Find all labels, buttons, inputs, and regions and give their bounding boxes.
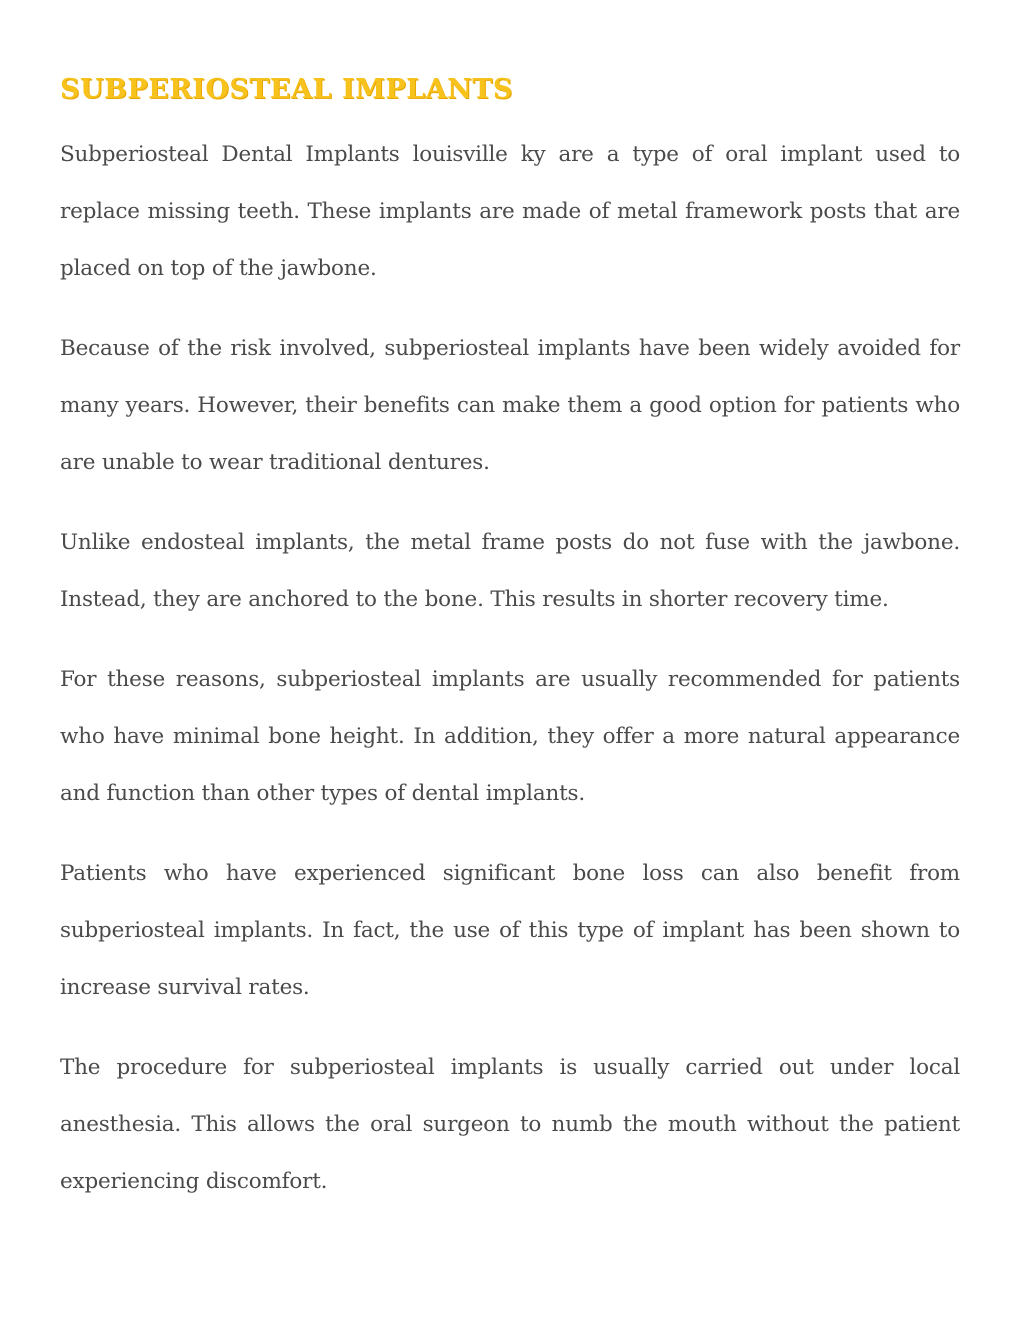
paragraph-3: Unlike endosteal implants, the metal frame posts do not fuse with the jawbone. Instead, they are anchored to the bone. This results in shorter recovery time. xyxy=(60,530,960,612)
document-title: SUBPERIOSTEAL IMPLANTS xyxy=(60,74,513,105)
paragraph-1: Subperiosteal Dental Implants louisville ky are a type of oral implant used to replace missing teeth. These implants are made of metal framework posts that are placed on top of the jawbone. xyxy=(60,142,960,281)
paragraph-4: For these reasons, subperiosteal implants are usually recommended for patients who have minimal bone height. In addition, they offer a more natural appearance and function than other types of dental implants. xyxy=(60,667,960,806)
paragraph-5: Patients who have experienced significant bone loss can also benefit from subperiosteal implants. In fact, the use of this type of implant has been shown to increase survival rates. xyxy=(60,861,960,1000)
paragraph-2: Because of the risk involved, subperiosteal implants have been widely avoided for many years. However, their benefits can make them a good option for patients who are unable to wear traditional dentures. xyxy=(60,336,960,475)
document-page xyxy=(60,68,960,1233)
paragraph-6: The procedure for subperiosteal implants is usually carried out under local anesthesia. This allows the oral surgeon to numb the mouth without the patient experiencing discomfort. xyxy=(60,1055,960,1194)
